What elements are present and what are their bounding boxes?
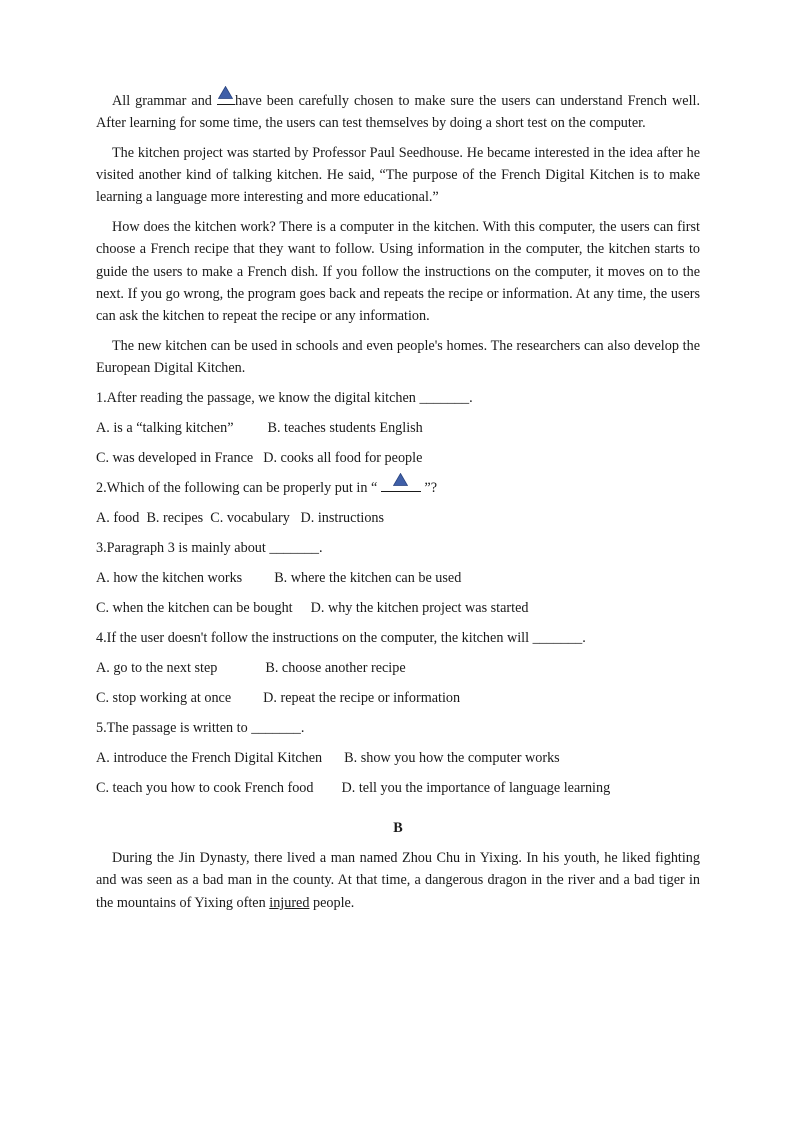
passage-b-paragraph-1 — [96, 847, 700, 914]
q5-option-a: A. introduce the French Digital Kitchen — [96, 750, 323, 767]
section-heading-b: B — [393, 820, 403, 837]
passage-a-paragraph-2: The kitchen project was started by Professor Paul Seedhouse. He became interested in the idea after he visited another kind of talking kitchen. He said, “The purpose of the French Digital Kitchen is to make learning a language more interesting and more educational.” — [96, 145, 700, 206]
q5-option-c: C. teach you how to cook French food — [96, 780, 314, 797]
q3-option-a: A. how the kitchen works — [96, 570, 243, 587]
passage-a-paragraph-3: How does the kitchen work? There is a computer in the kitchen. With this computer, the users can first choose a French recipe that they want to follow. Using information in the computer, the kitchen starts to guide the users to make a French dish. If you follow the instructions on the computer, it moves on to the next. If you go wrong, the program goes back and repeats the recipe or information. At any time, the users can ask the kitchen to repeat the recipe or any information. — [96, 219, 700, 325]
question-4: 4.If the user doesn't follow the instructions on the computer, the kitchen will _______. — [96, 630, 586, 647]
pb1-text-start: During the Jin Dynasty, there lived a man named Zhou Chu in Yixing. In his youth, he liked fighting and was seen as a bad man in the county. At that time, a dangerous dragon in the river and a bad tiger in the mountains of Yixing often — [96, 850, 700, 911]
q4-option-b: B. choose another recipe — [265, 660, 406, 677]
q1-option-a: A. is a “talking kitchen” — [96, 420, 234, 437]
passage-a-paragraph-4: The new kitchen can be used in schools and even people's homes. The researchers can also develop the European Digital Kitchen. — [96, 337, 700, 377]
q3-option-d: D. why the kitchen project was started — [310, 600, 529, 617]
question-5-options-row-2 — [96, 777, 700, 799]
document-page — [96, 90, 700, 914]
q1-option-b: B. teaches students English — [267, 420, 423, 437]
question-4-options-row-2 — [96, 687, 700, 709]
q2-text-end: ”? — [420, 480, 438, 497]
blank-marker — [381, 477, 421, 492]
question-5: 5.The passage is written to _______. — [96, 720, 305, 737]
question-3: 3.Paragraph 3 is mainly about _______. — [96, 540, 323, 557]
question-1-options-row-2 — [96, 447, 700, 469]
q5-option-b: B. show you how the computer works — [344, 750, 560, 767]
pb1-text-end: people. — [309, 894, 355, 911]
question-3-options-row-2 — [96, 597, 700, 619]
q3-option-c: C. when the kitchen can be bought — [96, 600, 293, 617]
q1-option-c: C. was developed in France — [96, 450, 254, 467]
question-1: 1.After reading the passage, we know the digital kitchen _______. — [96, 390, 473, 407]
blank-marker — [217, 90, 235, 105]
p1-text-start: All grammar and — [112, 93, 217, 109]
q4-option-a: A. go to the next step — [96, 660, 218, 677]
q1-option-d: D. cooks all food for people — [263, 450, 423, 467]
p1-text-end: have been carefully chosen to make sure the users can understand French well. After learning for some time, the users can test themselves by doing a short test on the computer. — [96, 93, 700, 132]
question-2-options: A. food B. recipes C. vocabulary D. instructions — [96, 510, 385, 527]
underlined-word: injured — [269, 894, 310, 911]
q3-option-b: B. where the kitchen can be used — [274, 570, 462, 587]
question-4-options-row-1 — [96, 657, 700, 679]
question-5-options-row-1 — [96, 747, 700, 769]
question-2 — [96, 477, 700, 499]
q5-option-d: D. tell you the importance of language learning — [341, 780, 611, 797]
q2-text-start: 2.Which of the following can be properly put in “ — [96, 480, 381, 497]
triangle-icon — [393, 473, 408, 486]
passage-a-paragraph-1 — [96, 90, 700, 134]
question-1-options-row-1 — [96, 417, 700, 439]
q4-option-d: D. repeat the recipe or information — [263, 690, 461, 707]
q4-option-c: C. stop working at once — [96, 690, 232, 707]
question-3-options-row-1 — [96, 567, 700, 589]
triangle-icon — [218, 86, 233, 99]
